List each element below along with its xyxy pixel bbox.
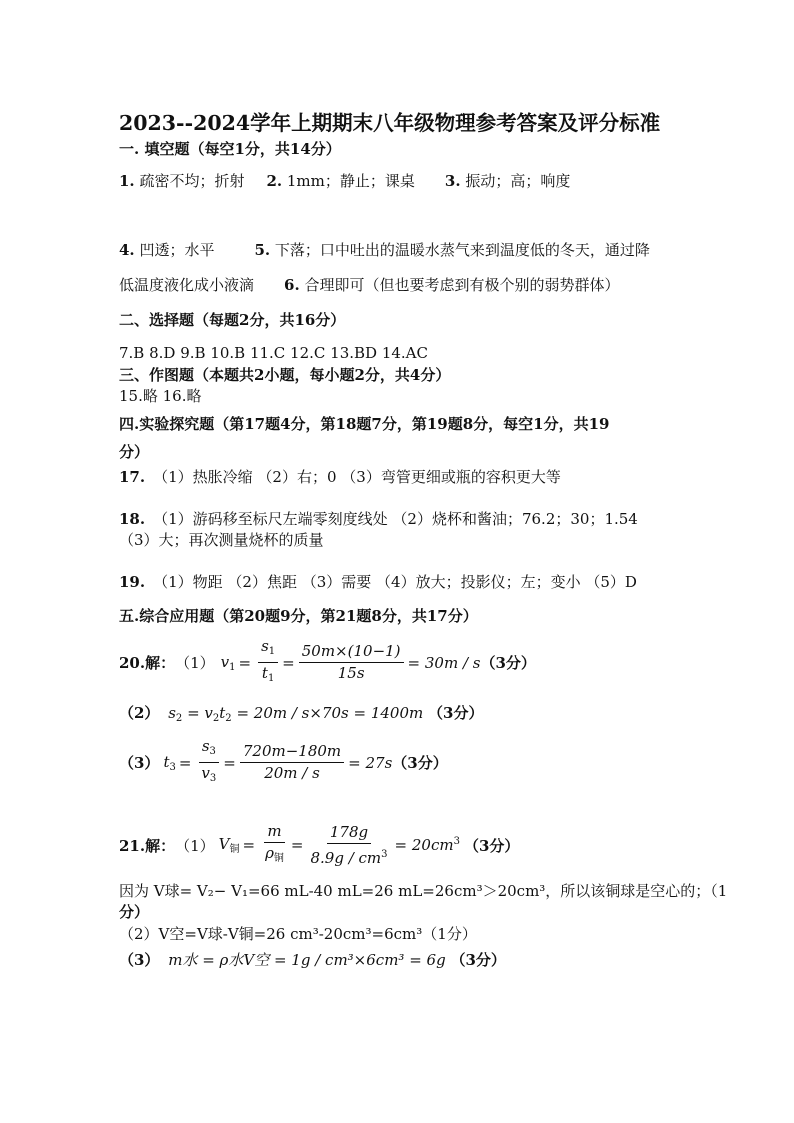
q6-answer: 合理即可（但也要考虑到有极个别的弱势群体） [299, 276, 620, 294]
q20-f2-num: 50m×(10−1) [299, 643, 404, 663]
q21-f1-den-sub: 铜 [273, 853, 284, 864]
q21-score-4: （3分） [450, 951, 506, 969]
q21-label: 21.解： [119, 836, 176, 855]
q21-fraction-m-rho [262, 823, 287, 867]
q20-fraction-s3-v3 [198, 738, 219, 787]
q20-t3 [163, 753, 175, 773]
q20-f3-num: s [201, 737, 210, 755]
q21-f2-den-sup: 3 [381, 848, 388, 860]
q20-fraction-values-3 [240, 743, 344, 782]
q20-eq2-v-sub: 2 [212, 713, 220, 724]
drawing-answers: 15.略 16.略 [119, 387, 202, 405]
q4-number: 4. [119, 241, 135, 259]
q3-number: 3. [444, 172, 461, 190]
q20-f2-den: 15s [337, 664, 365, 682]
q17-answer: （1）热胀冷缩 （2）右；0 （3）弯管更细或瓶的容积更大等 [153, 468, 561, 486]
q20-v1 [221, 653, 236, 673]
q21-fraction-values [307, 824, 390, 867]
q20-eq2 [168, 704, 423, 722]
q20-f3-den: v [201, 764, 210, 782]
q20-part2-number: （2） [119, 704, 160, 722]
section-3-heading: 三、作图题（本题共2小题，每小题2分，共4分） [119, 366, 451, 384]
q20-part3-number: （3） [119, 754, 160, 772]
q21-part3-number: （3） [119, 951, 160, 969]
q1-number: 1. [119, 172, 135, 190]
q19-line [119, 573, 637, 591]
q20-score-1: （3分） [480, 654, 536, 672]
q2-number: 2. [266, 172, 283, 190]
q20-part1-number: （1） [175, 654, 215, 672]
q20-eq2-t: t [219, 704, 226, 722]
q21-part1-number: （1） [175, 836, 215, 855]
q20-f3-den-sub: 3 [209, 773, 217, 784]
q20-part1: 20.解： （1） $v_1$ = $\frac{s_1}{t_1}$ = $\frac{50m\times(10-1)}{15s}$ = 30m / s （3分） [119, 638, 536, 687]
q17-number: 17. [119, 468, 146, 486]
q20-f1-den-sub: 1 [267, 673, 275, 684]
q20-eq2-t-sub: 2 [225, 713, 232, 724]
q4-answer: 凹透；水平 [134, 241, 215, 259]
q21-part2-line: （2）V空=V球-V铜=26 cm³-20cm³=6cm³（1分） [119, 925, 477, 943]
q5-answer: 下落；口中吐出的温暖水蒸气来到温度低的冬天，通过降 [270, 241, 650, 259]
section-4-heading-cont: 分） [119, 443, 150, 461]
q20-f1-den: t [261, 664, 268, 682]
q21-reason-line: 因为 V球= V₂− V₁=66 mL-40 mL=26 mL=26cm³＞20cm³，所以该铜球是空心的；（1 [119, 882, 728, 900]
q21-v-sub: 铜 [229, 844, 240, 855]
q18-line-1 [119, 510, 638, 528]
q20-fraction-values [299, 643, 404, 682]
q20-f1-num: s [261, 637, 269, 655]
q21-v-symbol: V [218, 835, 230, 853]
q21-v-copper [219, 835, 240, 855]
q5-number: 5. [254, 241, 271, 259]
q21-reason-line-cont: 分） [119, 903, 150, 921]
section-1-heading: 一. 填空题（每空1分，共14分） [119, 140, 341, 158]
q17-line [119, 468, 561, 486]
q19-answer: （1）物距 （2）焦距 （3）需要 （4）放大；投影仪；左；变小 （5）D [153, 573, 637, 591]
q1-answer: 疏密不均；折射 [134, 172, 245, 190]
fill-line-2 [119, 241, 650, 259]
q20-eq2-v: = v [182, 704, 213, 722]
q20-t3-symbol: t [163, 752, 170, 771]
section-4-heading: 四.实验探究题（第17题4分，第18题7分，第19题8分，每空1分，共19 [119, 415, 610, 433]
q20-t3-sub: 3 [169, 761, 176, 773]
q20-eq2-rest: = 20m / s×70s = 1400m [231, 704, 424, 722]
q21-part3-equation: m水 = ρ水V空 = 1g / cm³×6cm³ = 6g [168, 951, 446, 969]
q20-score-2: （3分） [428, 704, 484, 722]
q20-eq2-s-sub: 2 [175, 713, 183, 724]
q21-part1: 21.解： （1） $V_铜$ = $\frac{m}{\rho_铜}$ = $\frac{178g}{8.9g / cm^3}$ = $20cm^3$ （3分） [119, 822, 520, 867]
q21-f1-den: ρ [265, 844, 274, 862]
q20-f4-num: 720m−180m [240, 743, 344, 763]
page-title: 2023--2024学年上期期末八年级物理参考答案及评分标准 [119, 111, 661, 135]
choice-answers: 7.B 8.D 9.B 10.B 11.C 12.C 13.BD 14.AC [119, 344, 428, 362]
q21-r1-text: = 20cm [394, 836, 454, 854]
q20-f3-num-sub: 3 [209, 746, 216, 757]
q19-number: 19. [119, 573, 146, 591]
q5-answer-cont: 低温度液化成小液滴 [119, 276, 255, 294]
q21-r1-sup: 3 [453, 836, 460, 847]
q18-number: 18. [119, 510, 146, 528]
q18-answer-1: （1）游码移至标尺左端零刻度线处 （2）烧杯和酱油；76.2；30；1.54 [153, 510, 638, 528]
q21-f1-num: m [264, 823, 284, 843]
q20-v1-symbol: v [220, 652, 230, 671]
q20-result-3: = 27s [348, 753, 393, 772]
q6-number: 6. [284, 276, 300, 294]
q20-part3: （3） $t_3$ = $\frac{s_3}{v_3}$ = $\frac{720m-180m}{20m / s}$ = 27s （3分） [119, 738, 448, 787]
q20-f4-den: 20m / s [264, 764, 320, 782]
section-2-heading: 二、选择题（每题2分，共16分） [119, 311, 346, 329]
q21-f2-num: 178g [327, 824, 371, 844]
q21-part3-line [119, 951, 506, 969]
q20-score-3: （3分） [392, 754, 448, 772]
q20-f1-num-sub: 1 [268, 646, 276, 657]
q21-f2-den: 8.9g / cm [310, 848, 382, 867]
q20-eq2-s: s [168, 704, 176, 722]
q20-v1-sub: 1 [229, 661, 236, 673]
q21-result-1 [395, 836, 460, 854]
q21-score-1: （3分） [463, 836, 520, 855]
q20-result-1: = 30m / s [407, 653, 481, 672]
section-5-heading: 五.综合应用题（第20题9分，第21题8分，共17分） [119, 607, 478, 625]
fill-line-1 [119, 172, 570, 190]
q18-answer-2: （3）大；再次测量烧杯的质量 [119, 531, 324, 549]
q20-label: 20.解： [119, 654, 176, 672]
fill-line-3 [119, 276, 619, 294]
q3-answer: 振动；高；响度 [460, 172, 571, 190]
q2-answer: 1mm；静止；课桌 [282, 172, 415, 190]
q20-fraction-s1-t1 [258, 638, 278, 687]
q20-part2 [119, 702, 483, 724]
